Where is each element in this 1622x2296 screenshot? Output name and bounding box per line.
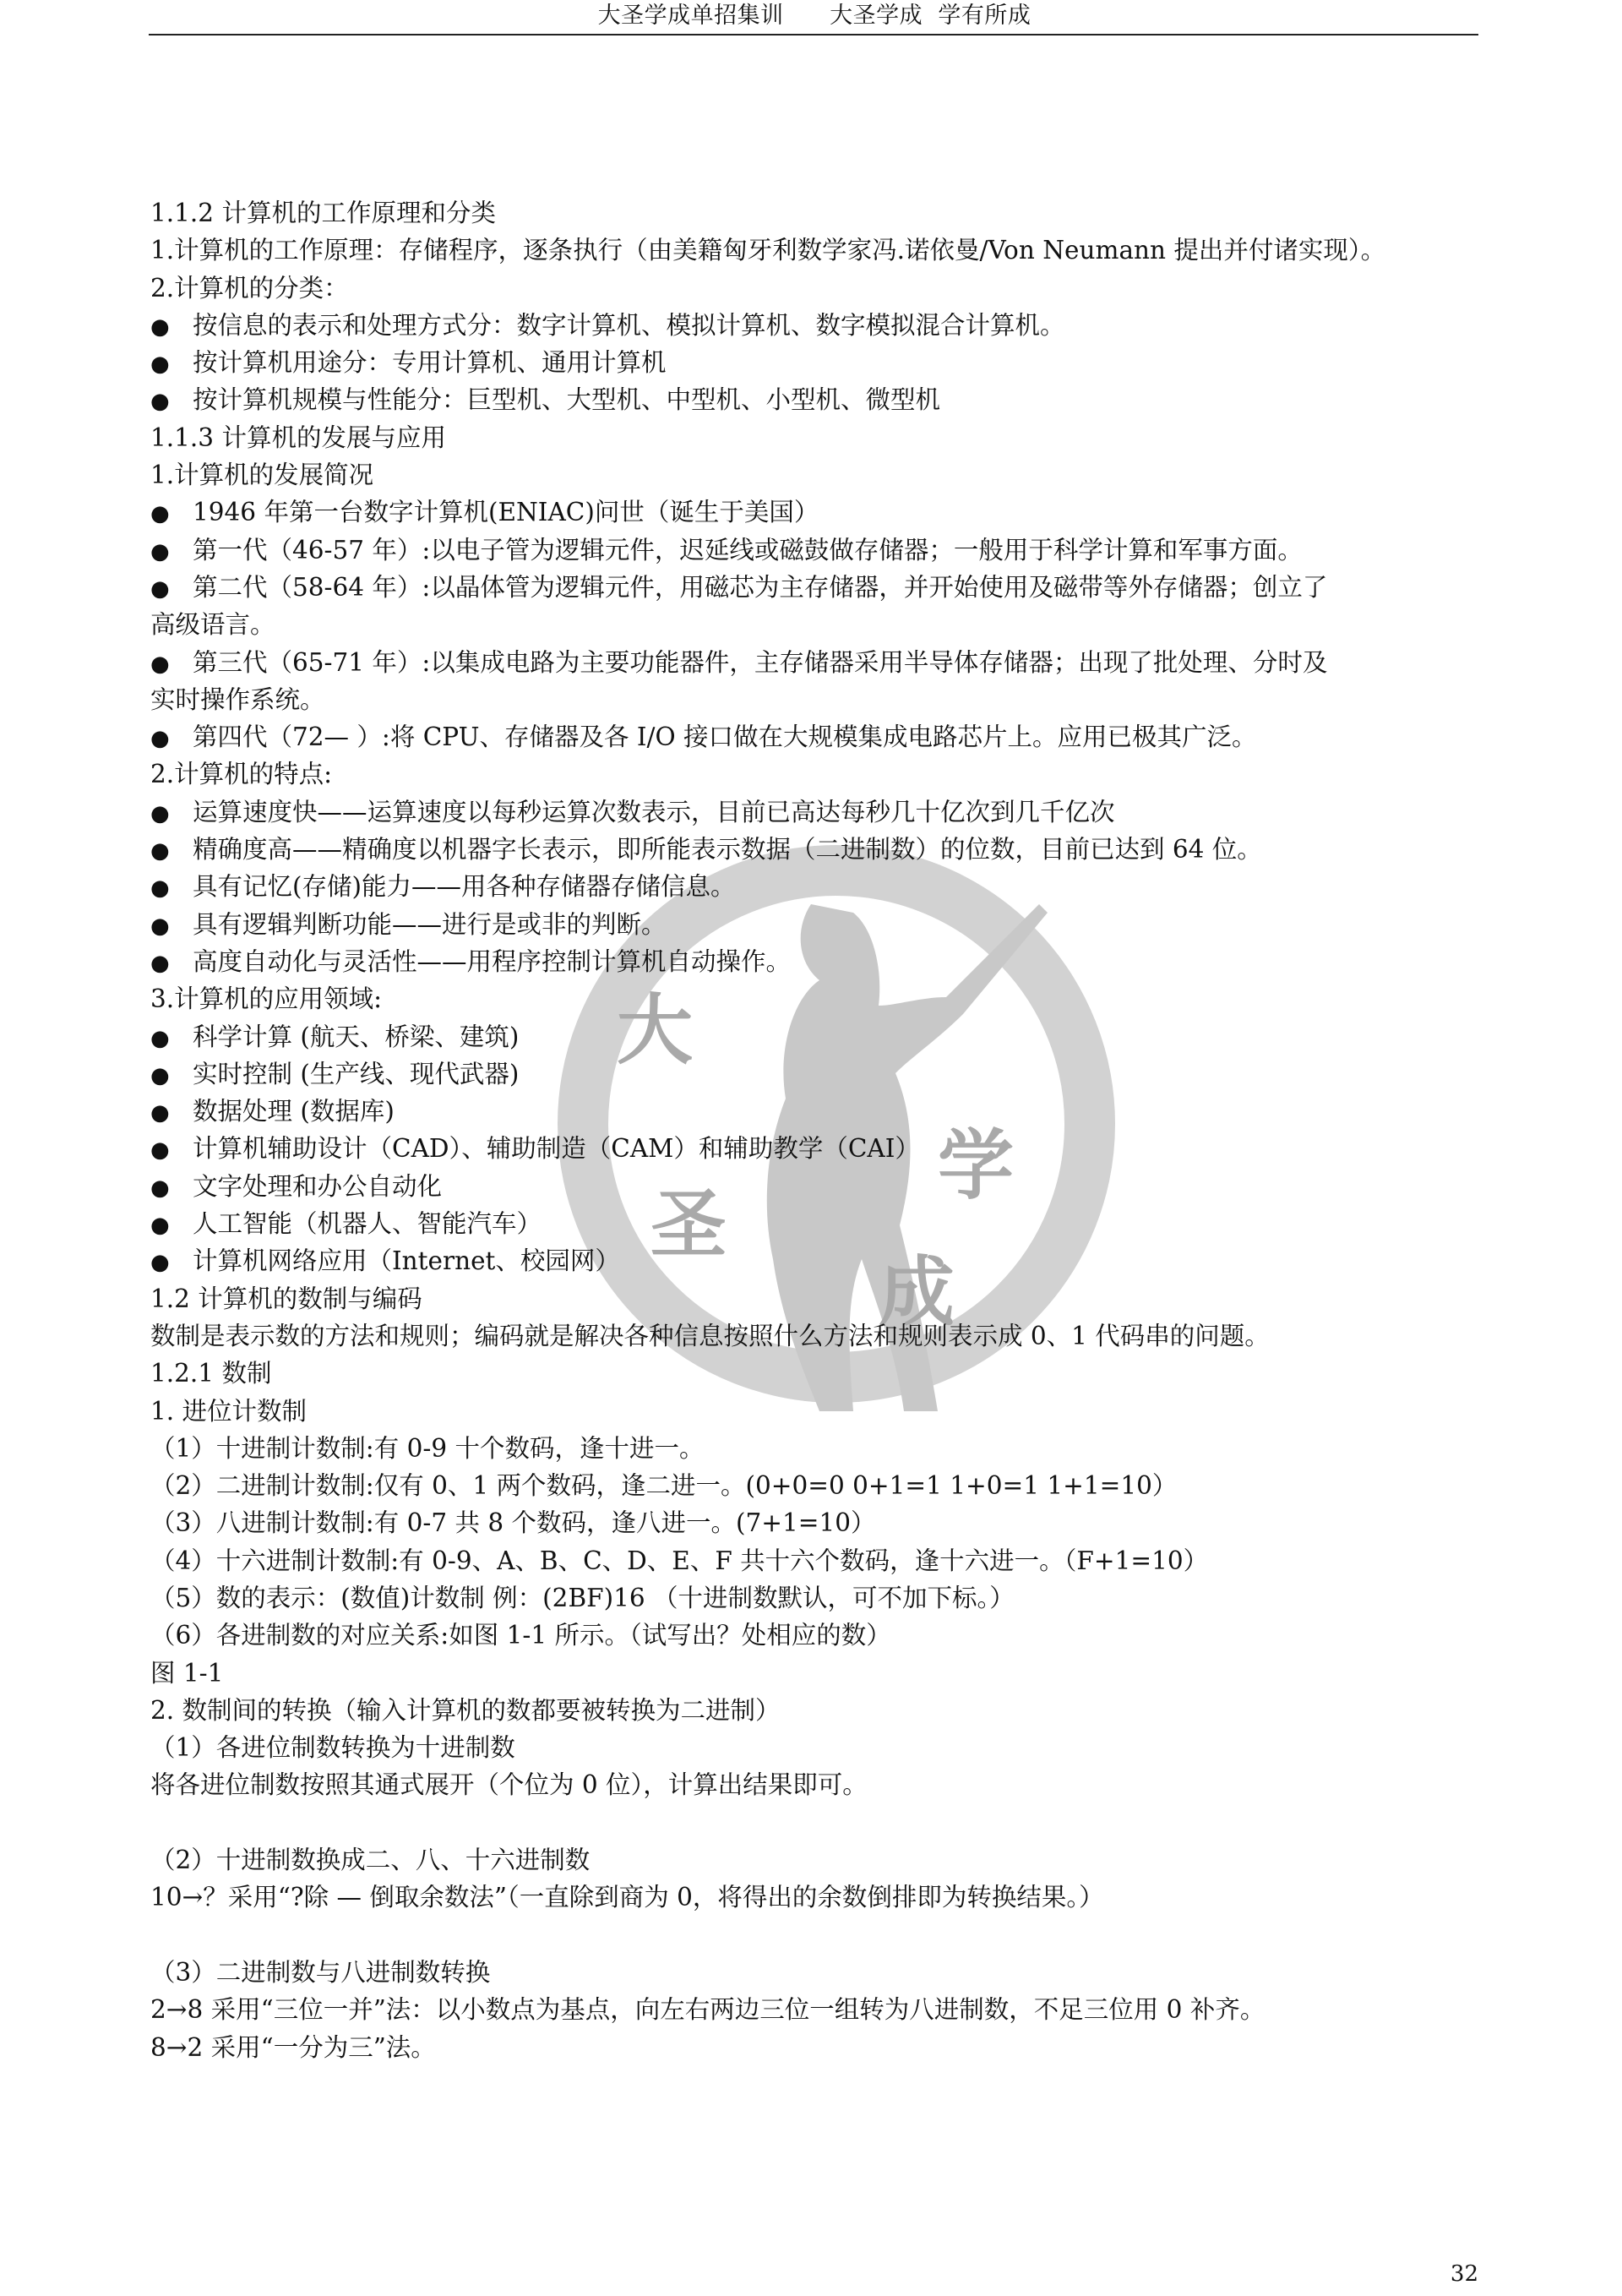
bullet-item — [150, 906, 1485, 943]
document-body — [150, 194, 1485, 2066]
watermark-char: 圣 — [650, 1180, 727, 1269]
text-line: 数制是表示数的方法和规则；编码就是解决各种信息按照什么方法和规则表示成 0、1 代码串的问题。 — [150, 1321, 1270, 1350]
bullet-item — [150, 1205, 1485, 1242]
bullet-text: 人工智能（机器人、智能汽车） — [193, 1209, 542, 1239]
text-line: 8→2 采用“一分为三”法。 — [150, 2032, 436, 2062]
text-line: 1. 进位计数制 — [150, 1396, 308, 1426]
text-line: 1.计算机的工作原理：存储程序，逐条执行（由美籍匈牙利数学家冯.诺依曼/Von Neumann 提出并付诸实现）。 — [150, 236, 1386, 265]
text-line: （3）八进制计数制:有 0-7 共 8 个数码，逢八进一。(7+1=10） — [150, 1508, 876, 1538]
bullet-item — [150, 718, 1485, 755]
text-line: 2→8 采用“三位一并”法：以小数点为基点，向左右两边三位一组转为八进制数，不足三位用 0 补齐。 — [150, 1995, 1265, 2025]
bullet-item — [150, 868, 1485, 905]
bullet-icon: ● — [150, 1062, 170, 1088]
bullet-text: 文字处理和办公自动化 — [193, 1171, 443, 1201]
header-rule — [149, 34, 1478, 35]
text-line: （1）各进位制数转换为十进制数 — [150, 1733, 515, 1763]
watermark-char: 大 — [617, 985, 693, 1075]
bullet-text: 第四代（72— ）:将 CPU、存储器及各 I/O 接口做在大规模集成电路芯片上。应用已极其广泛。 — [193, 723, 1257, 752]
text-line: 2. 数制间的转换（输入计算机的数都要被转换为二进制） — [150, 1695, 781, 1725]
bullet-icon: ● — [150, 1175, 170, 1201]
text-line: 图 1-1 — [150, 1658, 224, 1688]
bullet-icon: ● — [150, 950, 170, 976]
bullet-text: 第三代（65-71 年）:以集成电路为主要功能器件，主存储器采用半导体存储器；出现了批处理、分时及 — [193, 647, 1328, 677]
watermark-char: 成 — [879, 1247, 955, 1337]
bullet-text: 实时控制 (生产线、现代武器) — [193, 1059, 520, 1088]
bullet-item — [150, 943, 1485, 980]
bullet-icon: ● — [150, 352, 170, 378]
bullet-item — [150, 794, 1485, 831]
bullet-item — [150, 831, 1485, 868]
text-line: （2）十进制数换成二、八、十六进制数 — [150, 1846, 591, 1875]
bullet-text: 计算机辅助设计（CAD）、辅助制造（CAM）和辅助教学（CAI） — [193, 1134, 920, 1164]
text-line: （1）十进制计数制:有 0-9 十个数码，逢十进一。 — [150, 1433, 705, 1463]
bullet-icon: ● — [150, 314, 170, 340]
bullet-icon: ● — [150, 1025, 170, 1051]
text-line: 1.1.3 计算机的发展与应用 — [150, 423, 446, 452]
bullet-text: 科学计算 (航天、桥梁、建筑) — [193, 1022, 520, 1051]
bullet-text: 数据处理 (数据库) — [193, 1097, 395, 1126]
bullet-text: 具有记忆(存储)能力——用各种存储器存储信息。 — [193, 872, 736, 902]
bullet-icon: ● — [150, 1137, 170, 1164]
bullet-icon: ● — [150, 1250, 170, 1276]
text-line: 10→？采用“?除 — 倒取余数法”（一直除到商为 0，将得出的余数倒排即为转换结果。） — [150, 1883, 1104, 1912]
bullet-text: 按信息的表示和处理方式分：数字计算机、模拟计算机、数字模拟混合计算机。 — [193, 310, 1065, 340]
bullet-item — [150, 1242, 1485, 1279]
bullet-item — [150, 1168, 1485, 1205]
bullet-icon: ● — [150, 538, 170, 564]
bullet-text: 高度自动化与灵活性——用程序控制计算机自动操作。 — [193, 946, 792, 976]
text-line: 1.2.1 数制 — [150, 1359, 272, 1388]
bullet-icon: ● — [150, 651, 170, 677]
blank-line — [150, 1804, 1485, 1841]
running-header: 大圣学成单招集训 大圣学成 学有所成 — [597, 3, 1031, 29]
bullet-icon: ● — [150, 389, 170, 415]
bullet-icon: ● — [150, 1100, 170, 1126]
bullet-text: 计算机网络应用（Internet、校园网） — [193, 1246, 620, 1276]
bullet-item — [150, 532, 1485, 569]
bullet-icon: ● — [150, 838, 170, 864]
text-line: （2）二进制计数制:仅有 0、1 两个数码，逢二进一。(0+0=0 0+1=1 1+0=1 1+1=10） — [150, 1471, 1178, 1501]
bullet-icon: ● — [150, 501, 170, 527]
bullet-text: 按计算机规模与性能分：巨型机、大型机、中型机、小型机、微型机 — [193, 385, 941, 415]
text-line: 高级语言。 — [150, 610, 275, 640]
text-line: （5）数的表示：(数值)计数制 例：(2BF)16 （十进制数默认，可不加下标。） — [150, 1583, 1015, 1612]
bullet-icon: ● — [150, 875, 170, 902]
bullet-icon: ● — [150, 800, 170, 826]
text-line: 将各进位制数按照其通式展开（个位为 0 位），计算出结果即可。 — [150, 1770, 868, 1800]
bullet-item — [150, 1055, 1485, 1093]
text-line: 1.1.2 计算机的工作原理和分类 — [150, 199, 496, 227]
bullet-text: 按计算机用途分：专用计算机、通用计算机 — [193, 348, 667, 378]
bullet-item — [150, 1093, 1485, 1130]
bullet-item — [150, 381, 1485, 418]
bullet-item — [150, 494, 1485, 531]
text-line: （6）各进制数的对应关系:如图 1-1 所示。（试写出？处相应的数） — [150, 1621, 891, 1650]
bullet-icon: ● — [150, 726, 170, 752]
bullet-item — [150, 344, 1485, 381]
bullet-text: 1946 年第一台数字计算机(ENIAC)问世（诞生于美国） — [193, 498, 819, 527]
bullet-icon: ● — [150, 1213, 170, 1239]
bullet-item — [150, 307, 1485, 344]
bullet-icon: ● — [150, 575, 170, 602]
text-line: （4）十六进制计数制:有 0-9、A、B、C、D、E、F 共十六个数码，逢十六进一。（F+1=10） — [150, 1546, 1209, 1575]
text-line: 3.计算机的应用领域: — [150, 984, 383, 1014]
blank-line — [150, 1917, 1485, 1954]
text-line: 1.计算机的发展简况 — [150, 461, 374, 490]
page-number: 32 — [1450, 2261, 1478, 2287]
text-line: 1.2 计算机的数制与编码 — [150, 1284, 422, 1313]
watermark-char: 学 — [938, 1121, 1014, 1210]
bullet-text: 第二代（58-64 年）:以晶体管为逻辑元件，用磁芯为主存储器，并开始使用及磁带等外存储器；创立了 — [193, 572, 1328, 602]
bullet-item — [150, 569, 1485, 606]
bullet-text: 精确度高——精确度以机器字长表示，即所能表示数据（二进制数）的位数，目前已达到 64 位。 — [193, 835, 1262, 864]
bullet-item — [150, 1130, 1485, 1167]
text-line: 2.计算机的特点: — [150, 760, 333, 789]
bullet-text: 第一代（46-57 年）:以电子管为逻辑元件，迟延线或磁鼓做存储器；一般用于科学计算和军事方面。 — [193, 535, 1303, 564]
text-line: 实时操作系统。 — [150, 684, 325, 714]
bullet-item — [150, 644, 1485, 681]
text-line: （3）二进制数与八进制数转换 — [150, 1957, 491, 1987]
bullet-text: 运算速度快——运算速度以每秒运算次数表示，目前已高达每秒几十亿次到几千亿次 — [193, 797, 1115, 826]
text-line: 2.计算机的分类： — [150, 273, 349, 303]
bullet-icon: ● — [150, 913, 170, 939]
bullet-item — [150, 1018, 1485, 1055]
bullet-text: 具有逻辑判断功能——进行是或非的判断。 — [193, 909, 667, 939]
